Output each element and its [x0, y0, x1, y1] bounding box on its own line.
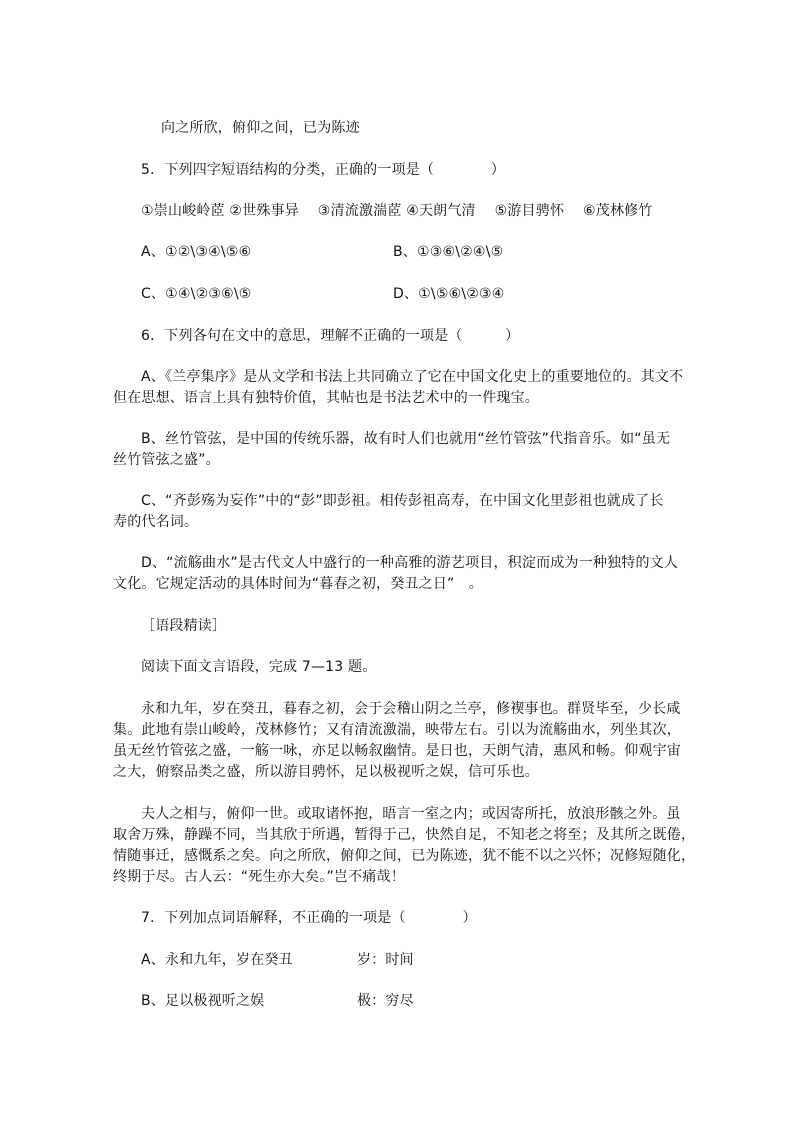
- text-line: 向之所欣，俯仰之间，已为陈迹: [161, 120, 360, 136]
- question-5-stem: 5．下列四字短语结构的分类，正确的一项是（ ）: [141, 162, 506, 178]
- question-7-option-a: [141, 950, 781, 970]
- passage-1-line-2: 集。此地有崇山峻岭，茂林修竹；又有清流激湍，映带左右。引以为流觞曲水，列坐其次，: [113, 722, 681, 738]
- option-a-text: A、永和九年，岁在癸丑: [141, 952, 293, 968]
- question-6-option-a-line-1: A、《兰亭集序》是从文学和书法上共同确立了它在中国文化史上的重要地位的。其文不: [141, 369, 684, 385]
- passage-2-line-3: 情随事迁，感慨系之矣。向之所欣，俯仰之间，已为陈迹，犹不能不以之兴怀；况修短随化，: [113, 848, 696, 864]
- question-6-option-d-line-1: D、“流觞曲水”是古代文人中盛行的一种高雅的游艺项目，积淀而成为一种独特的文人: [141, 555, 679, 571]
- question-6-option-b-line-1: B、丝竹管弦，是中国的传统乐器，故有时人们也就用“丝竹管弦”代指音乐。如“虽无: [141, 431, 671, 447]
- option-b-gloss: 极：穷尽: [357, 993, 414, 1009]
- question-5-items: ①崇山峻岭茝 ②世殊事异 ③清流激湍茝 ④天朗气清 ⑤游目骋怀 ⑥茂林修竹: [141, 203, 653, 219]
- option-b: B、①③⑥\②④\⑤: [393, 244, 504, 260]
- passage-1-line-4: 之大，俯察品类之盛，所以游目骋怀，足以极视听之娱，信可乐也。: [113, 764, 539, 780]
- question-6-option-d-line-2: 文化。它规定活动的具体时间为“暮春之初，癸丑之日” 。: [113, 576, 483, 592]
- passage-1-line-1: 永和九年，岁在癸丑，暮春之初，会于会稽山阴之兰亭，修褉事也。群贤毕至，少长咸: [141, 701, 681, 717]
- question-5-options-row-1: [141, 242, 781, 262]
- passage-2-line-1: 夫人之相与，俯仰一世。或取诸怀抱，晤言一室之内；或因寄所托，放浪形骸之外。虽: [141, 806, 681, 822]
- question-7-option-b: [141, 991, 781, 1011]
- passage-2-line-4: 终期于尽。古人云：“死生亦大矣。”岂不痛哉！: [113, 869, 405, 885]
- question-6-option-b-line-2: 丝竹管弦之盛”。: [113, 452, 220, 468]
- option-a-gloss: 岁：时间: [357, 952, 414, 968]
- option-c: C、①④\②③⑥\⑤: [141, 286, 252, 302]
- question-7-stem: 7．下列加点词语解释，不正确的一项是（ ）: [141, 910, 477, 926]
- passage-2-line-2: 取舍万殊，静躁不同，当其欣于所遇，暂得于己，快然自足，不知老之将至；及其所之既倦，: [113, 827, 696, 843]
- passage-1-line-3: 虽无丝竹管弦之盛，一觞一咏，亦足以畅叙幽情。是日也，天朗气清，惠风和畅。仰观宇宙: [113, 743, 681, 759]
- section-heading: ［语段精读］: [141, 618, 227, 634]
- question-6-stem: 6．下列各句在文中的意思，理解不正确的一项是（ ）: [141, 328, 520, 344]
- question-6-option-a-line-2: 但在思想、语言上具有独特价值，其帖也是书法艺术中的一件瑰宝。: [113, 390, 539, 406]
- option-a: A、①②\③④\⑤⑥: [141, 244, 252, 260]
- reading-instruction: 阅读下面文言语段，完成 7—13 题。: [141, 659, 377, 675]
- question-6-option-c-line-1: C、“齐彭殇为妄作”中的“彭”即彭祖。相传彭祖高寿，在中国文化里彭祖也就成了长: [141, 493, 664, 509]
- option-d: D、①\⑤⑥\②③④: [393, 286, 505, 302]
- question-5-options-row-2: [141, 284, 781, 304]
- question-6-option-c-line-2: 寿的代名词。: [113, 514, 199, 530]
- option-b-text: B、足以极视听之娱: [141, 993, 265, 1009]
